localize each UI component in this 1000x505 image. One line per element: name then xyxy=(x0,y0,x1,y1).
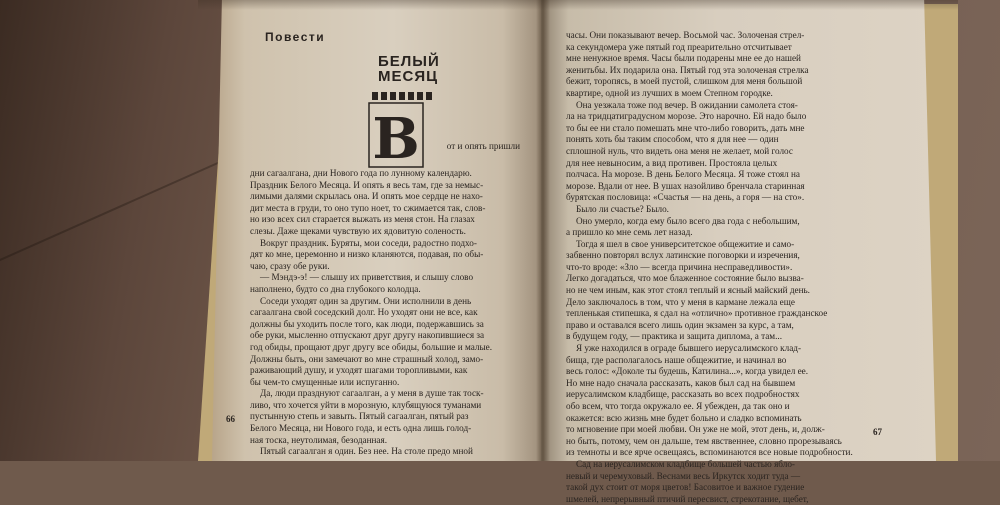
text-line: год обиды, прощают друг другу все обиды, большие и малые. xyxy=(250,341,493,352)
text-line: сагаалгана свой соседский долг. Но уходят они не все, как xyxy=(250,307,478,318)
text-line: Легко догадаться, что мое блаженное состояние было вызва- xyxy=(566,273,804,284)
text-line: Но мне надо сначала рассказать, каков был сад на бывшем xyxy=(566,377,796,388)
text-line: Соседи уходят один за другим. Они исполнили в день xyxy=(260,295,472,306)
text-line: лимыми далями скрылась она. И опять мое сердце не нахо- xyxy=(250,191,483,202)
drop-cap-b xyxy=(368,102,424,172)
story-title xyxy=(378,54,438,84)
text-line: Тогда я шел в свое университетское общежитие и само- xyxy=(576,238,795,249)
text-line: должны бы уходить после того, как люди, подержавшись за xyxy=(250,318,484,329)
text-line: невый и черемуховый. Веснами весь Иркутск ходит туда — xyxy=(566,470,801,481)
text-line: дит места в груди, то оно тупо ноет, то сжимается так, слов- xyxy=(250,202,486,213)
text-line: Праздник Белого Месяца. И опять я весь там, где за немыс- xyxy=(250,179,484,190)
text-line: мне ненужное время. Часы были подарены мне ее до нашей xyxy=(566,53,801,64)
text-line: сплошной нуль, что видеть она меня не желает, мой голос xyxy=(566,145,793,156)
page-number-right: 67 xyxy=(873,427,882,437)
text-line: Оно умерло, когда ему было всего два года с небольшим, xyxy=(576,215,800,226)
text-line: бища, где располагалось наше общежитие, и начинал во xyxy=(566,354,787,365)
story-title-line: БЕЛЫЙ xyxy=(378,53,440,70)
text-line: дят ко мне, церемонно и низко кланяются, подавая, по обы- xyxy=(250,249,484,260)
text-line: раживающий душу, и уходят шагами торопливыми, как xyxy=(250,365,468,376)
text-line: то мгновение при моей любви. Он уже не мой, этот день, и, долж- xyxy=(566,424,825,435)
text-line: Белого Месяца, ни Нового года, и есть одна лишь голод- xyxy=(250,423,472,434)
page-number-left: 66 xyxy=(226,414,235,424)
text-line: женитьбы. Их подарила она. Пятый год эта золоченая стрелка xyxy=(566,64,809,75)
text-line: бурятская пословица: «Счастья — на день, а горя — на сто». xyxy=(566,192,805,203)
text-line: ная тоска, неутолимая, безоданная. xyxy=(250,434,388,445)
text-line: шмелей, непрерывный птичий пересвист, стрекотание, щебет, xyxy=(566,493,809,504)
text-line: Должны быть, они замечают во мне страшный холод, замо- xyxy=(250,353,484,364)
text-line: окажется: всю жизнь мне будет больно и сладко вспоминать xyxy=(566,412,802,423)
text-line: ла на тридцатиградусном морозе. Это нарочно. Ей надо было xyxy=(566,111,807,122)
text-line: пустынную степь и завыть. Пятый сагаалган, пятый раз xyxy=(250,411,469,422)
text-line: Сад на иерусалимском кладбище большей частью ябло- xyxy=(576,458,795,469)
text-line: право и оставался всего лишь один экзамен за курс, а там, xyxy=(566,319,794,330)
text-line: Дело заключалось в том, что у меня в кармане лежала еще xyxy=(566,296,795,307)
text-line: чаю, сразу обе руки. xyxy=(250,260,330,271)
drop-cap-letter: В xyxy=(372,106,420,172)
text-line: что-то вроде: «Зло — всегда причина несправедливости». xyxy=(566,261,793,272)
text-line: квартире, одной из лучших в моем Степном городке. xyxy=(566,87,773,98)
text-line: морозе. Вдали от нее. В ушах назойливо бренчала старинная xyxy=(566,180,805,191)
text-line: Было ли счастье? Было. xyxy=(576,203,669,214)
text-line: Да, люди празднуют сагаалган, а у меня в душе так тоск- xyxy=(260,388,484,399)
text-line: но не чем иным, как этот стоял теплый и ясный майский день. xyxy=(566,285,810,296)
text-line: — Мэндэ-э! — слышу их приветствия, и слышу слово xyxy=(260,272,474,283)
text-line: из темноты и все ярче освещаясь, вспоминаются все новые подробности. xyxy=(566,447,853,458)
text-line: часы. Они показывают вечер. Восьмой час. Золоченая стрел- xyxy=(566,30,805,40)
story-title-line: МЕСЯЦ xyxy=(378,68,439,85)
text-line: Пятый сагаалган я один. Без нее. На столе предо мной xyxy=(260,446,473,457)
text-line: обо всем, что тогда окружало ее. Я убежден, да так оно и xyxy=(566,401,790,411)
text-line: Я уже находился в ограде бывшего иерусалимского клад- xyxy=(576,343,802,354)
text-line: забвенно повторял вслух латинские поговорки и изречения, xyxy=(566,250,800,261)
top-shadow xyxy=(198,0,958,10)
text-line: дни сагаалгана, дни Нового года по лунному календарю. xyxy=(250,168,472,178)
text-line: полчаса. На морозе. В день Белого Месяца. Я тоже стоял на xyxy=(566,169,801,180)
opening-line: от и опять пришли xyxy=(446,141,520,151)
text-line: бежит, торопясь, в моей пустой, слишком для меня большой xyxy=(566,76,803,87)
text-line: обе руки, мысленно отпускают друг другу накопившиеся за xyxy=(250,330,485,341)
book-gutter xyxy=(536,0,550,461)
text-line: ка секундомера уже пятый год преарительно отсчитывает xyxy=(566,41,792,52)
text-line: такой дух стоит от моря цветов! Басовитое и важное гудение xyxy=(566,482,805,493)
text-line: весь голос: «Доколе ты будешь, Катилина...», когда увидел ее. xyxy=(566,366,809,377)
text-line: понять хоть бы таким способом, что я для нее — один xyxy=(566,134,779,145)
ornament-band xyxy=(372,92,434,100)
text-line: иерусалимском кладбище, рассказать во всех подробностях xyxy=(566,389,800,400)
text-line: бы чем-то смущенные или испуганно. xyxy=(250,376,400,387)
text-line: но изо всех сил старается выжать из меня стон. На глазах xyxy=(250,214,475,225)
right-body-text xyxy=(566,30,871,505)
text-line: наполнено, будто со дна глубокого колодца. xyxy=(250,283,421,294)
text-line: Она уезжала тоже под вечер. В ожидании самолета стоя- xyxy=(576,99,798,110)
text-line: но быть, потому, чем он дальше, тем явственнее, словно прорезываясь xyxy=(566,435,842,446)
text-line: Вокруг праздник. Буряты, мои соседи, радостно подхо- xyxy=(260,237,477,248)
text-line: ливо, что хочется уйти в морозную, клубящуюся туманами xyxy=(250,399,482,410)
text-line: для нее невыносим, а вид противен. Простояла целых xyxy=(566,157,778,168)
text-line: в будущем году, — практика и защита диплома, а там... xyxy=(566,331,782,342)
text-line: то бы ее ни стало помешать мне что-либо говорить, дать мне xyxy=(566,122,805,133)
left-body-text xyxy=(250,168,516,458)
text-line: тепленькая стипешка, я сдал на «отлично» противное гражданское xyxy=(566,308,828,319)
section-header: Повести xyxy=(265,30,326,44)
text-line: слезы. Даже щеками чувствую их ядовитую соленость. xyxy=(250,225,466,236)
text-line: а пришло ко мне семь лет назад. xyxy=(566,227,693,238)
